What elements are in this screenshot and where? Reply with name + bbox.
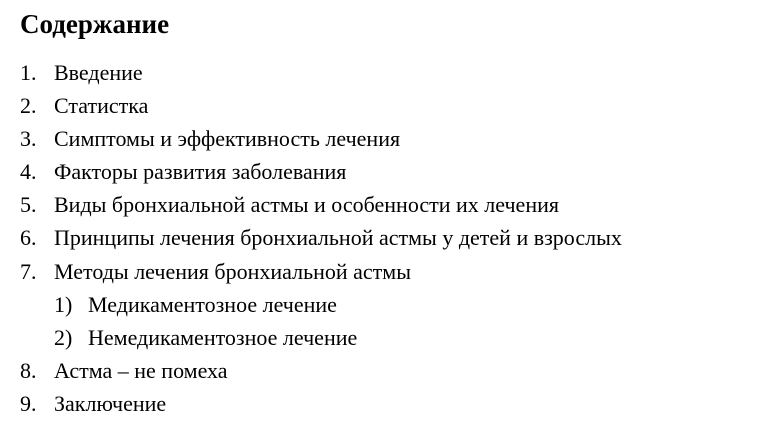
toc-subitem-non-medication: [20, 321, 622, 354]
toc-item-number: 7.: [20, 258, 37, 284]
toc-item-number: 3.: [20, 126, 37, 152]
table-of-contents: [20, 56, 622, 420]
toc-subitem-text: Медикаментозное лечение: [88, 291, 337, 317]
toc-item-factors: [20, 155, 622, 188]
toc-item-symptoms: [20, 122, 622, 155]
toc-subitem-text: Немедикаментозное лечение: [88, 324, 358, 350]
toc-item-text: Введение: [54, 60, 143, 85]
toc-subitem-number: 2): [54, 324, 73, 350]
toc-item-text: Виды бронхиальной астмы и особенности их лечения: [54, 192, 559, 218]
toc-item-text: Методы лечения бронхиальной астмы: [54, 258, 411, 284]
toc-item-asthma-no-obstacle: [20, 354, 622, 387]
toc-item-text: Принципы лечения бронхиальной астмы у детей и взрослых: [54, 225, 622, 251]
toc-item-introduction: [20, 56, 622, 89]
toc-title: Содержание: [20, 9, 170, 39]
toc-item-conclusion: [20, 387, 622, 420]
toc-item-principles: [20, 221, 622, 254]
toc-subitem-number: 1): [54, 291, 73, 317]
toc-item-statistics: [20, 89, 622, 122]
toc-item-number: 5.: [20, 192, 37, 218]
toc-item-text: Факторы развития заболевания: [54, 159, 347, 185]
toc-item-text: Статистка: [54, 93, 149, 119]
toc-item-number: 6.: [20, 225, 37, 251]
toc-item-number: 1.: [20, 60, 37, 85]
toc-item-methods: [20, 255, 622, 288]
toc-item-text: Симптомы и эффективность лечения: [54, 126, 401, 152]
toc-item-number: 8.: [20, 357, 37, 383]
toc-item-number: 2.: [20, 93, 37, 119]
toc-subitem-medication: [20, 288, 622, 321]
toc-item-number: 4.: [20, 159, 37, 185]
toc-item-number: 9.: [20, 390, 37, 416]
toc-item-types: [20, 188, 622, 221]
toc-item-text: Астма – не помеха: [54, 357, 228, 383]
toc-item-text: Заключение: [54, 390, 167, 416]
